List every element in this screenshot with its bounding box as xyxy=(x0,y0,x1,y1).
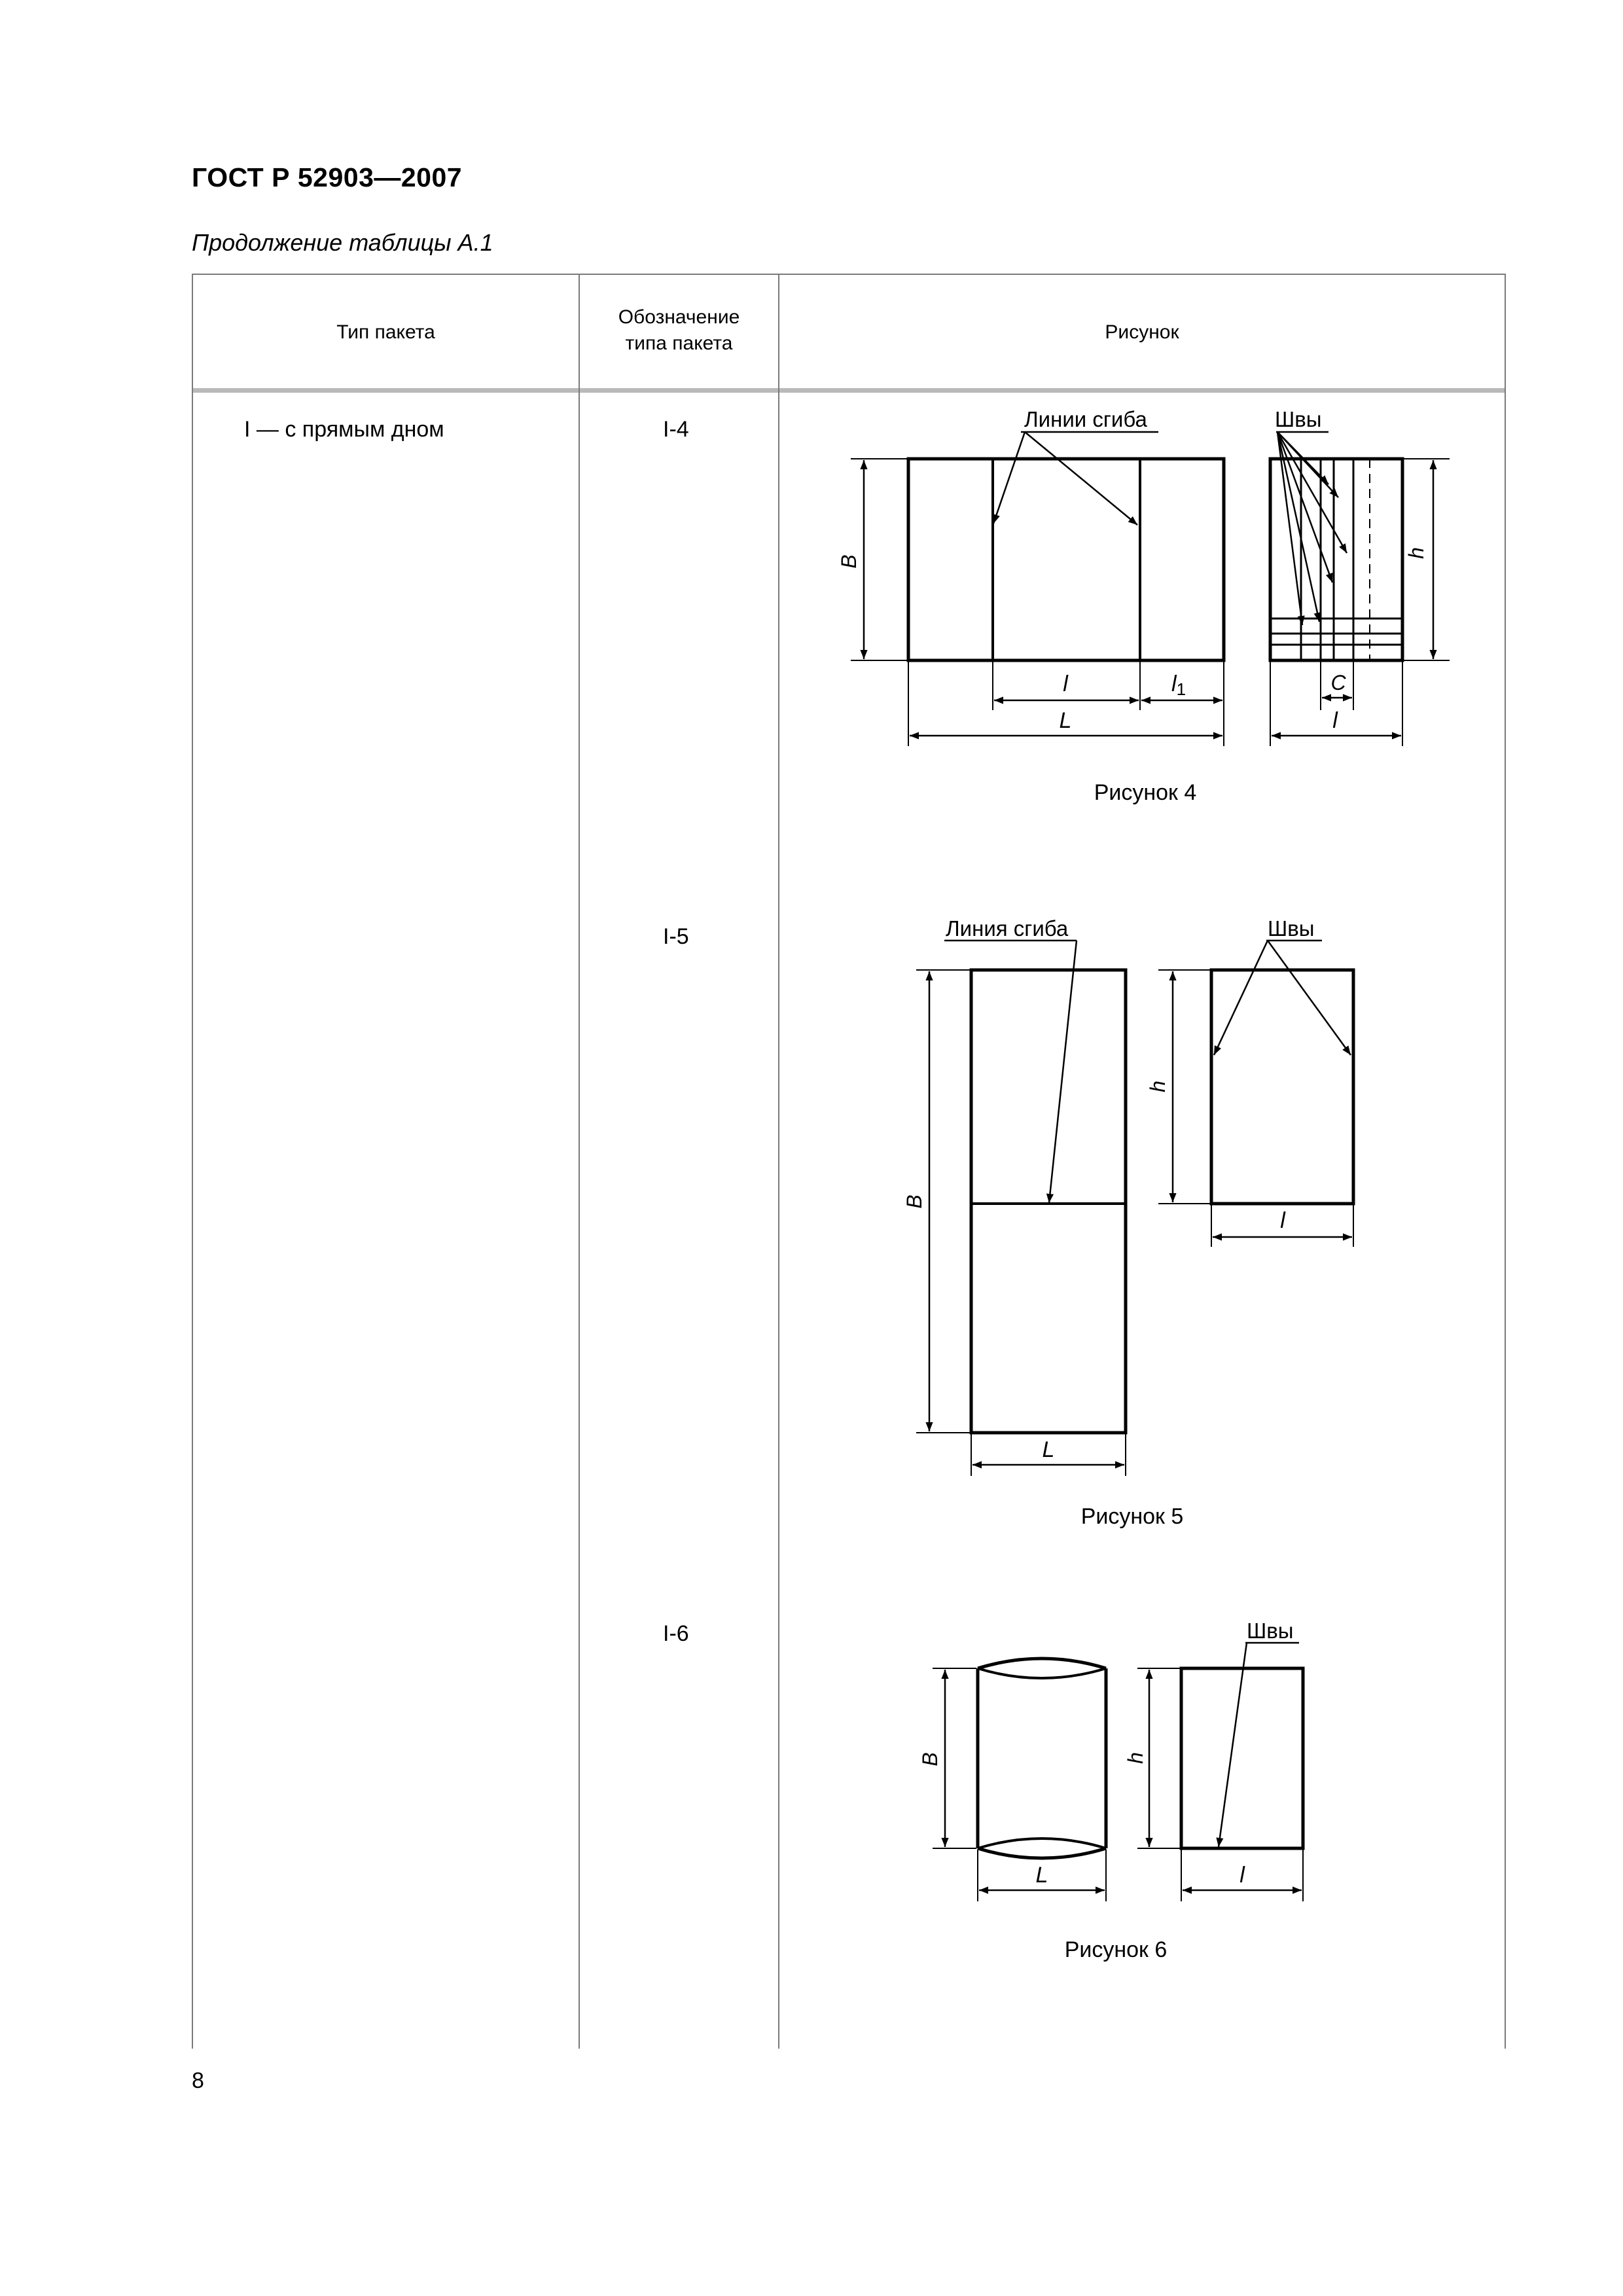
document-title: ГОСТ Р 52903—2007 xyxy=(192,162,463,192)
fig4-dim-h-label: h xyxy=(1404,547,1428,559)
fig5-side-view xyxy=(1211,970,1353,1204)
fig6-dim-l-label: l xyxy=(1240,1863,1245,1888)
fig6-seams-label: Швы xyxy=(1247,1619,1294,1643)
fig6-dim-h-label: h xyxy=(1124,1752,1147,1764)
fig6-dim-L-label: L xyxy=(1035,1863,1048,1888)
designation-i5: I-5 xyxy=(663,924,689,949)
fig4-fold-lines-callout xyxy=(993,432,1158,525)
fig5-seams-label: Швы xyxy=(1268,916,1315,941)
package-type-cell: I — с прямым дном xyxy=(244,417,444,442)
fig5-dim-B-label: B xyxy=(902,1194,926,1209)
fig5-fold-line-callout xyxy=(944,941,1077,1203)
figure-5-caption: Рисунок 5 xyxy=(1080,1504,1184,1529)
fig6-side-view xyxy=(1181,1668,1303,1848)
fig6-dim-B-label: B xyxy=(918,1752,942,1767)
table-caption: Продолжение таблицы А.1 xyxy=(192,229,493,256)
figure-4-drawing xyxy=(785,393,1499,759)
figure-6-caption: Рисунок 6 xyxy=(1064,1937,1168,1962)
fig4-dim-side-l-label: l xyxy=(1332,708,1338,733)
fig4-seams-callout xyxy=(1276,432,1347,625)
fig5-dim-L-label: L xyxy=(1042,1437,1055,1462)
table-right-border xyxy=(1505,274,1506,2049)
table-top-border xyxy=(192,274,1506,275)
fig5-dim-h-label: h xyxy=(1146,1081,1169,1092)
header-designation-line2: типа пакета xyxy=(625,332,733,354)
figure-6-drawing xyxy=(785,1597,1499,1924)
header-designation-line1: Обозначение xyxy=(618,306,740,328)
fig4-dim-C-label: C xyxy=(1330,671,1346,694)
fig4-dim-l1-label: l1 xyxy=(1171,672,1186,699)
column-divider-1 xyxy=(579,274,580,2049)
fig4-dim-B-label: B xyxy=(837,554,861,569)
fig4-dim-l-l1 xyxy=(993,660,1224,746)
header-figure: Рисунок xyxy=(1105,321,1179,343)
fig6-pillow-bag xyxy=(978,1659,1106,1858)
table-header-separator xyxy=(192,388,1506,393)
fig4-sheet xyxy=(908,459,1224,660)
fig5-fold-line-label: Линия сгиба xyxy=(946,916,1069,941)
header-designation xyxy=(580,304,778,357)
fig4-seams-label: Швы xyxy=(1275,407,1322,431)
fig4-dim-h xyxy=(1404,459,1450,660)
fig5-seams-callout xyxy=(1214,941,1351,1055)
column-divider-2 xyxy=(778,274,779,2049)
fig6-seams-callout xyxy=(1219,1643,1299,1847)
designation-i4: I-4 xyxy=(663,417,689,442)
fig5-dim-l-label: l xyxy=(1280,1208,1285,1233)
fig5-sheet xyxy=(971,970,1126,1433)
fig4-dim-l-label: l xyxy=(1063,672,1068,696)
table-left-border xyxy=(192,274,193,2049)
fig4-fold-lines-label: Линии сгиба xyxy=(1024,407,1147,431)
figure-4-caption: Рисунок 4 xyxy=(1094,780,1197,805)
page-number: 8 xyxy=(192,2068,204,2093)
header-package-type: Тип пакета xyxy=(336,321,435,343)
designation-i6: I-6 xyxy=(663,1621,689,1646)
figure-5-drawing xyxy=(785,897,1499,1486)
fig4-dim-L-label: L xyxy=(1059,708,1072,733)
